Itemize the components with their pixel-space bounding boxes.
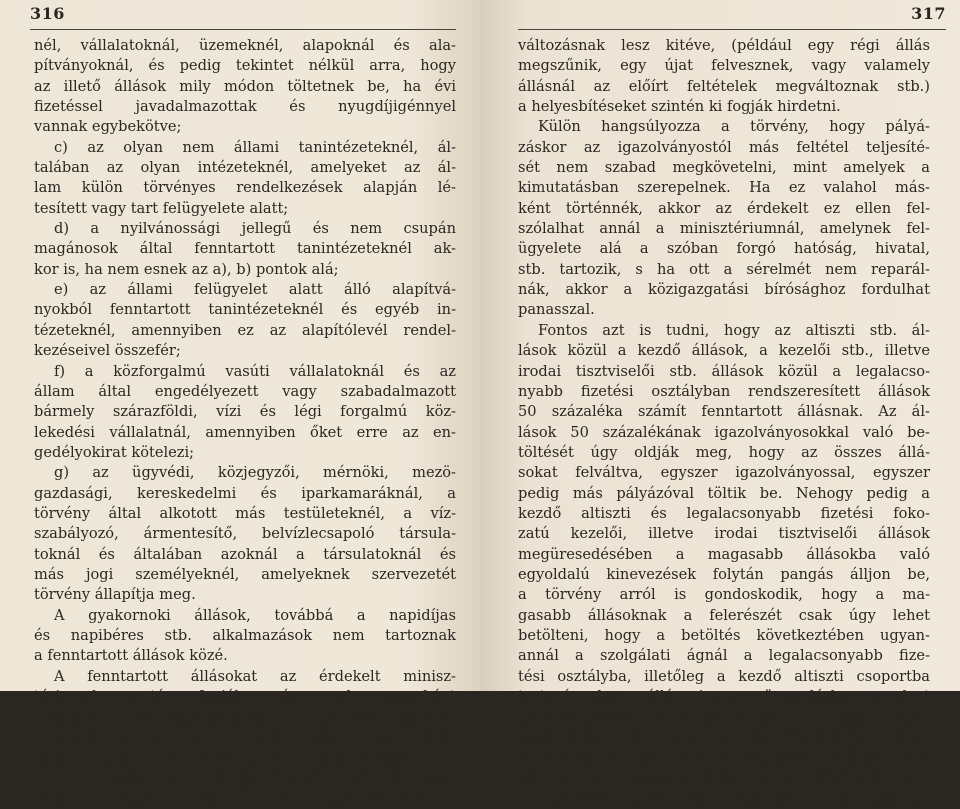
text-line: állam által engedélyezett vagy szabadalmazott [34,382,456,400]
text-line: igazolványosok is elnyerhetnek. Ha egy maga- [518,708,930,726]
right-page-body [518,36,930,809]
text-line: betölteni, hogy a betöltés következtében ugyan- [518,626,930,644]
text-line: lam külön törvényes rendelkezések alapján lé- [34,179,456,197]
text-line: toknál és általában azoknál a társulatoknál és [34,545,456,563]
text-line: ügyelete alá a szóban forgó hatóság, hivatal, [518,240,930,258]
text-line: a kimutatást a belügyminiszter (VII—c. osz- [34,769,456,787]
text-line: telek mellett nyerhetők el az illető állások. Ezt [34,749,456,767]
text-line: f) a közforgalmú vasúti vállalatoknál és az [54,362,456,380]
text-line: pítványoknál, és pedig tekintet nélkül arra, hogy [34,57,456,75]
text-line: törvény által alkotott más testületeknél, a víz- [34,504,456,522]
text-line: megszűnik, egy újat felvesznek, vagy valamely [518,57,930,75]
text-line: sét nem szabad megkövetelni, mint amelyek a [518,159,930,177]
text-line: sabb állást nem lehet ennek megfelelően, tehát [518,728,930,746]
text-line: a helyesbítéseket szintén ki fogják hirdetni. [518,98,841,116]
text-line: kor is, ha nem esnek az a), b) pontok alá; [34,260,339,278]
text-line: sokat felváltva, egyszer igazolványossal, egyszer [518,464,930,482]
text-line: egyoldalú kinevezések folytán pangás álljon be, [518,565,930,583]
right-page [480,0,960,807]
text-line: c) az olyan nem állami tanintézeteknél, ál- [54,138,456,156]
text-line: irodai tisztviselői stb. állások közül a legalacso- [518,362,930,380]
text-line: a törvény arról is gondoskodik, hogy a ma- [518,586,930,604]
text-line: magánosok által fenntartott tanintézeteknél ak- [34,240,456,258]
text-line: törvény állapítja meg. [34,586,196,604]
text-line: záskor az igazolványostól más feltétel teljesíté- [518,138,930,156]
text-line: szabályozó, ármentesítő, belvízlecsapoló társula- [34,525,456,543]
text-line: vannak egybekötve; [34,118,182,136]
text-line: Fontos azt is tudni, hogy az altiszti stb. ál- [538,321,930,339]
text-line: nák, akkor a közigazgatási bírósághoz fordulhat [518,281,930,299]
text-line: g) az ügyvédi, közjegyzői, mérnöki, mezö- [54,464,456,482]
text-line: A fenntartott állásokat az érdekelt minisz- [54,667,456,685]
text-line: tartozó olyan állás jusson üresedésbe, amelyet [518,688,930,705]
text-line: az alacsonyabbból való kinevezéssel betölteni, ak- [518,749,930,767]
text-line: e) az állami felügyelet alatt álló alapítvá- [54,281,456,299]
text-line: d) a nyilvánossági jellegű és nem csupán [54,220,456,238]
left-page-header [30,4,456,26]
text-line: töltését úgy oldják meg, hogy az összes állá- [518,443,930,461]
text-line: lekedési vállalatnál, amennyiben őket erre az en- [34,423,456,441]
text-line: lások 50 százalékának igazolványosokkal való be- [518,423,930,441]
text-line: gedélyokirat kötelezi; [34,443,195,461]
text-line: kimutatásban szerepelnek. Ha ez valahol más- [518,179,930,197]
text-line: megjelölni és egyetértőleg kimutatásba foglalni, [34,708,456,726]
text-line: kor ezt a magasabb állást is a törvényben elő- [518,769,930,787]
right-header-rule [518,29,946,30]
text-line: tési osztályba, illetőleg a kezdő altiszti csoportba [518,667,930,685]
text-line: változásnak lesz kitéve, (például egy régi állás [518,37,930,54]
text-line: a fenntartott állások közé. [34,647,228,665]
text-line: pedig más pályázóval töltik be. Nehogy pedig a [518,484,930,502]
text-line: stb. tartozik, s ha ott a sérelmét nem reparál- [518,260,930,278]
text-line: 50 százaléka számít fenntartott állásnak. Az ál- [518,403,930,421]
text-line: más jogi személyeknél, amelyeknek szervezetét [34,565,456,583]
text-line: gasabb állásoknak a felerészét csak úgy lehet [518,606,930,624]
text-line: zatú kezelői, illetve irodai tisztviselői állások [518,525,930,543]
text-line: tesített vagy tart felügyelete alatt; [34,199,289,217]
text-line: nyokból fenntartott tanintézeteknél és egyéb in- [34,301,456,319]
text-line: nél, vállalatoknál, üzemeknél, alapoknál és ala- [34,37,456,54]
left-header-rule [30,29,456,30]
text-line: az illető állások mily módon töltetnek be, ha évi [34,77,456,95]
text-line: amelyből az is kitűnik majd, hogy milyen felté- [34,728,456,746]
text-line: gazdasági, kereskedelmi és iparkamaráknál, a [34,484,456,502]
text-line: lások közül a kezdő állások, a kezelői stb., illetve [518,342,930,360]
left-page-number: 316 [30,4,65,23]
text-line: annál a szolgálati ágnál a legalacsonyabb fize- [518,647,930,665]
left-page-body [34,36,456,809]
text-line: tály) ki fogja hirdetni s minthogy az állandó [34,789,456,807]
text-line: talában az olyan intézeteknél, amelyeket az ál- [34,159,456,177]
text-line: tézeteknél, amennyiben ez az alapítólevél rendel- [34,321,456,339]
text-line: kezéseivel összefér; [34,342,181,360]
text-line: bármely szárazföldi, vízi és légi forgalmú köz- [34,403,456,421]
left-page [0,0,480,807]
text-line: írt pályázat útján kell betölteni. Ilyen esetben [518,789,930,807]
text-line: ként történnék, akkor az érdekelt ez ellen fel- [518,199,930,217]
text-line: fizetéssel javadalmazottak és nyugdíjigénnyel [34,98,456,116]
right-page-number: 317 [911,4,946,23]
text-line: kezdő altiszti és legalacsonyabb fizetési foko- [518,504,930,522]
text-line: tériumok ezután fogják még csak egyenként [34,688,456,705]
text-line: szólalhat annál a minisztériumnál, amelynek fel- [518,220,930,238]
text-line: és napibéres stb. alkalmazások nem tartoznak [34,626,456,644]
text-line: nyabb fizetési osztályban rendszeresített állások [518,382,930,400]
text-line: Külön hangsúlyozza a törvény, hogy pályá- [538,118,930,136]
text-line: megüresedésében a magasabb állásokba való [518,545,930,563]
right-page-header [518,4,946,26]
text-line: A gyakornoki állások, továbbá a napidíjas [54,606,456,624]
text-line: állásnál az előírt feltételek megváltoznak stb.) [518,77,930,95]
text-line: panasszal. [518,301,595,319]
